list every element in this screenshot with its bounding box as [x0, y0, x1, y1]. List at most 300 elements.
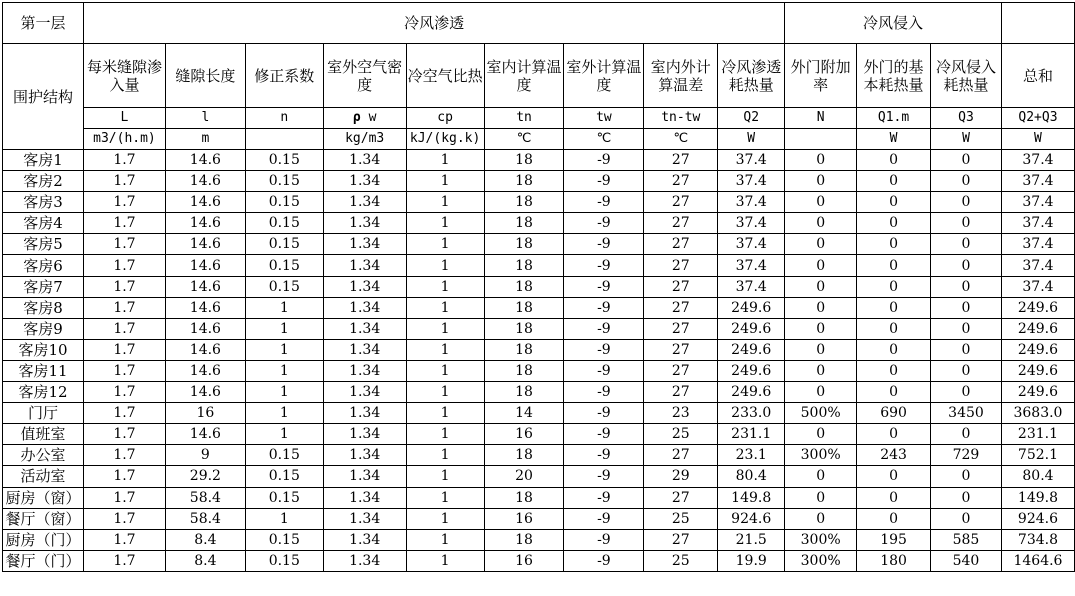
table-row	[3, 360, 1075, 381]
table-cell: 1.34	[323, 529, 406, 550]
table-cell: 0	[931, 213, 1002, 234]
table-cell: 0	[931, 339, 1002, 360]
row-name: 厨房（窗）	[3, 487, 84, 508]
table-cell: -9	[564, 297, 644, 318]
table-cell: 0	[785, 339, 857, 360]
table-cell: 1	[406, 171, 484, 192]
row-name: 客房9	[3, 318, 84, 339]
column-header-unit: ℃	[484, 129, 564, 150]
column-header-unit: kJ/(kg.k)	[406, 129, 484, 150]
table-row	[3, 255, 1075, 276]
table-row	[3, 192, 1075, 213]
table-cell: 0	[857, 297, 931, 318]
table-row	[3, 297, 1075, 318]
table-cell: 16	[484, 508, 564, 529]
table-cell: 0	[785, 213, 857, 234]
column-header-symbol: Q3	[931, 108, 1002, 129]
table-cell: 0	[785, 297, 857, 318]
table-cell: 14.6	[165, 276, 245, 297]
table-cell: 25	[644, 424, 718, 445]
table-cell: 300%	[785, 550, 857, 571]
table-cell: 27	[644, 382, 718, 403]
table-row	[3, 466, 1075, 487]
table-cell: 37.4	[1001, 255, 1074, 276]
table-cell: 14	[484, 403, 564, 424]
table-cell: -9	[564, 339, 644, 360]
table-cell: 1	[245, 360, 323, 381]
column-header-name: 总和	[1001, 44, 1074, 108]
table-cell: -9	[564, 550, 644, 571]
table-cell: 37.4	[718, 255, 785, 276]
table-cell: -9	[564, 466, 644, 487]
table-cell: 1	[245, 424, 323, 445]
table-cell: 1.7	[83, 466, 165, 487]
table-cell: 1	[245, 318, 323, 339]
table-cell: 0	[785, 171, 857, 192]
table-cell: 37.4	[718, 234, 785, 255]
table-cell: 1	[406, 192, 484, 213]
table-row	[3, 150, 1075, 171]
table-cell: 0	[931, 424, 1002, 445]
column-header-symbol: tn	[484, 108, 564, 129]
table-cell: 0	[931, 192, 1002, 213]
table-cell: 734.8	[1001, 529, 1074, 550]
table-cell: 37.4	[718, 150, 785, 171]
table-cell: -9	[564, 508, 644, 529]
table-cell: 1.34	[323, 382, 406, 403]
table-cell: 1.7	[83, 234, 165, 255]
table-cell: 14.6	[165, 213, 245, 234]
table-cell: 1.7	[83, 445, 165, 466]
table-cell: 1	[406, 150, 484, 171]
table-row	[3, 171, 1075, 192]
table-cell: 924.6	[1001, 508, 1074, 529]
table-cell: 1.7	[83, 255, 165, 276]
table-cell: 0	[857, 424, 931, 445]
table-cell: 9	[165, 445, 245, 466]
table-cell: -9	[564, 192, 644, 213]
column-header-name: 修正系数	[245, 44, 323, 108]
table-cell: 37.4	[718, 171, 785, 192]
table-cell: 1.34	[323, 424, 406, 445]
header-row-symbols	[3, 108, 1075, 129]
table-cell: 18	[484, 360, 564, 381]
table-cell: 249.6	[1001, 297, 1074, 318]
table-cell: -9	[564, 150, 644, 171]
table-cell: 0	[785, 192, 857, 213]
table-cell: 0	[785, 360, 857, 381]
table-cell: 1	[406, 318, 484, 339]
table-cell: 231.1	[1001, 424, 1074, 445]
table-cell: 1.34	[323, 487, 406, 508]
table-cell: 1.34	[323, 213, 406, 234]
table-cell: 18	[484, 382, 564, 403]
table-cell: 14.6	[165, 150, 245, 171]
row-name: 办公室	[3, 445, 84, 466]
table-cell: 18	[484, 487, 564, 508]
table-cell: 540	[931, 550, 1002, 571]
table-row	[3, 213, 1075, 234]
group-intrusion-header: 冷风侵入	[785, 3, 1002, 44]
table-cell: 27	[644, 529, 718, 550]
table-cell: 29	[644, 466, 718, 487]
table-cell: 0.15	[245, 171, 323, 192]
table-cell: 233.0	[718, 403, 785, 424]
header-row-groups	[3, 3, 1075, 44]
table-row	[3, 445, 1075, 466]
table-cell: 249.6	[1001, 382, 1074, 403]
table-cell: 0	[785, 424, 857, 445]
table-cell: 0	[857, 171, 931, 192]
row-name: 餐厅（窗）	[3, 508, 84, 529]
table-cell: 1.7	[83, 529, 165, 550]
row-name: 客房12	[3, 382, 84, 403]
table-cell: 16	[484, 424, 564, 445]
table-cell: 14.6	[165, 234, 245, 255]
table-cell: 0	[931, 234, 1002, 255]
table-cell: 1.7	[83, 276, 165, 297]
table-cell: 249.6	[1001, 318, 1074, 339]
group-infiltration-header: 冷风渗透	[83, 3, 784, 44]
table-cell: 23	[644, 403, 718, 424]
column-header-symbol: tw	[564, 108, 644, 129]
table-cell: 18	[484, 234, 564, 255]
table-row	[3, 234, 1075, 255]
table-cell: 25	[644, 550, 718, 571]
table-cell: 20	[484, 466, 564, 487]
table-cell: 1.7	[83, 192, 165, 213]
table-cell: 1.7	[83, 318, 165, 339]
table-cell: 1.34	[323, 508, 406, 529]
table-cell: 0	[785, 234, 857, 255]
table-cell: 14.6	[165, 171, 245, 192]
empty-header-cell	[1001, 3, 1074, 44]
table-cell: 1	[406, 234, 484, 255]
table-cell: 37.4	[718, 192, 785, 213]
table-cell: 27	[644, 150, 718, 171]
table-cell: 243	[857, 445, 931, 466]
table-cell: 1	[406, 550, 484, 571]
table-cell: -9	[564, 276, 644, 297]
table-row	[3, 550, 1075, 571]
table-row	[3, 508, 1075, 529]
table-row	[3, 382, 1075, 403]
table-cell: 1	[406, 466, 484, 487]
table-cell: 1.34	[323, 255, 406, 276]
table-cell: 0	[857, 466, 931, 487]
column-header-symbol: tn-tw	[644, 108, 718, 129]
table-cell: 3450	[931, 403, 1002, 424]
table-cell: -9	[564, 213, 644, 234]
table-cell: 0	[785, 150, 857, 171]
table-cell: 0	[785, 255, 857, 276]
table-cell: 0.15	[245, 150, 323, 171]
table-cell: 0.15	[245, 550, 323, 571]
table-cell: 1	[406, 529, 484, 550]
table-row	[3, 276, 1075, 297]
table-cell: -9	[564, 445, 644, 466]
table-cell: 1.34	[323, 360, 406, 381]
table-cell: 16	[484, 550, 564, 571]
table-cell: 300%	[785, 529, 857, 550]
table-cell: 18	[484, 150, 564, 171]
column-header-name: 室内外计算温差	[644, 44, 718, 108]
column-header-unit: W	[718, 129, 785, 150]
column-header-symbol: ρ w	[323, 108, 406, 129]
table-cell: 249.6	[718, 297, 785, 318]
table-cell: 1	[406, 339, 484, 360]
column-header-name: 室内计算温度	[484, 44, 564, 108]
table-cell: 0	[857, 234, 931, 255]
table-cell: 8.4	[165, 550, 245, 571]
table-row	[3, 403, 1075, 424]
table-cell: -9	[564, 360, 644, 381]
table-cell: 23.1	[718, 445, 785, 466]
table-cell: 18	[484, 171, 564, 192]
table-cell: 0.15	[245, 466, 323, 487]
column-header-name: 冷风渗透耗热量	[718, 44, 785, 108]
table-row	[3, 529, 1075, 550]
table-cell: 1	[406, 445, 484, 466]
table-cell: 0	[785, 318, 857, 339]
table-cell: -9	[564, 487, 644, 508]
table-cell: 8.4	[165, 529, 245, 550]
table-cell: 0	[931, 360, 1002, 381]
table-cell: 0	[931, 487, 1002, 508]
table-cell: -9	[564, 424, 644, 445]
table-cell: 58.4	[165, 508, 245, 529]
table-cell: 1	[406, 297, 484, 318]
header-row-units	[3, 129, 1075, 150]
row-name: 餐厅（门）	[3, 550, 84, 571]
table-cell: 0.15	[245, 529, 323, 550]
table-cell: 1.7	[83, 508, 165, 529]
table-cell: -9	[564, 234, 644, 255]
table-cell: 18	[484, 297, 564, 318]
table-cell: 0	[931, 171, 1002, 192]
table-cell: 1.7	[83, 171, 165, 192]
column-header-symbol: L	[83, 108, 165, 129]
table-cell: 37.4	[1001, 276, 1074, 297]
table-cell: -9	[564, 318, 644, 339]
column-header-unit: ℃	[564, 129, 644, 150]
column-header-symbol: l	[165, 108, 245, 129]
table-cell: 14.6	[165, 297, 245, 318]
column-header-unit: W	[931, 129, 1002, 150]
table-cell: 0	[857, 192, 931, 213]
table-cell: 1	[406, 382, 484, 403]
column-header-symbol: cp	[406, 108, 484, 129]
table-cell: 0	[857, 508, 931, 529]
table-cell: 1.34	[323, 318, 406, 339]
table-cell: 14.6	[165, 360, 245, 381]
column-header-symbol: Q2	[718, 108, 785, 129]
table-cell: 18	[484, 339, 564, 360]
table-cell: 27	[644, 171, 718, 192]
table-cell: 0	[931, 508, 1002, 529]
table-cell: 1	[406, 403, 484, 424]
table-cell: 1.7	[83, 360, 165, 381]
table-cell: 0.15	[245, 276, 323, 297]
column-header-name: 冷风侵入耗热量	[931, 44, 1002, 108]
table-cell: 27	[644, 487, 718, 508]
table-cell: 924.6	[718, 508, 785, 529]
table-cell: 18	[484, 318, 564, 339]
table-cell: 1.34	[323, 150, 406, 171]
table-cell: 14.6	[165, 339, 245, 360]
table-cell: 1	[406, 360, 484, 381]
table-row	[3, 487, 1075, 508]
column-header-unit: ℃	[644, 129, 718, 150]
table-cell: 80.4	[718, 466, 785, 487]
table-cell: 0	[857, 360, 931, 381]
layer-label: 第一层	[3, 3, 84, 44]
table-cell: 18	[484, 529, 564, 550]
table-cell: 80.4	[1001, 466, 1074, 487]
row-name: 客房10	[3, 339, 84, 360]
column-header-unit	[245, 129, 323, 150]
column-header-unit: m3/(h.m)	[83, 129, 165, 150]
table-cell: 0	[931, 382, 1002, 403]
table-cell: 249.6	[718, 318, 785, 339]
table-cell: 1464.6	[1001, 550, 1074, 571]
table-cell: 1.34	[323, 466, 406, 487]
table-cell: -9	[564, 255, 644, 276]
table-cell: 14.6	[165, 192, 245, 213]
row-name: 值班室	[3, 424, 84, 445]
table-cell: 1.34	[323, 192, 406, 213]
table-cell: 27	[644, 213, 718, 234]
table-cell: 249.6	[1001, 360, 1074, 381]
table-cell: 58.4	[165, 487, 245, 508]
table-cell: 249.6	[718, 339, 785, 360]
table-cell: 0	[785, 508, 857, 529]
table-cell: 1	[245, 297, 323, 318]
row-name: 厨房（门）	[3, 529, 84, 550]
table-cell: -9	[564, 382, 644, 403]
table-cell: 1.7	[83, 487, 165, 508]
table-cell: 18	[484, 192, 564, 213]
table-cell: 300%	[785, 445, 857, 466]
table-cell: 1.7	[83, 213, 165, 234]
table-cell: 195	[857, 529, 931, 550]
table-row	[3, 318, 1075, 339]
column-header-unit: W	[1001, 129, 1074, 150]
column-header-unit: m	[165, 129, 245, 150]
table-cell: 1	[245, 508, 323, 529]
column-header-unit: kg/m3	[323, 129, 406, 150]
table-cell: 1.34	[323, 403, 406, 424]
table-cell: 1.7	[83, 150, 165, 171]
table-cell: 1.34	[323, 297, 406, 318]
header-row-names	[3, 44, 1075, 108]
table-cell: 249.6	[1001, 339, 1074, 360]
table-cell: 19.9	[718, 550, 785, 571]
row-name: 客房4	[3, 213, 84, 234]
table-cell: 3683.0	[1001, 403, 1074, 424]
table-cell: -9	[564, 529, 644, 550]
table-cell: 1	[406, 508, 484, 529]
row-name: 客房5	[3, 234, 84, 255]
table-cell: -9	[564, 171, 644, 192]
table-cell: 0.15	[245, 487, 323, 508]
table-cell: 37.4	[1001, 192, 1074, 213]
table-cell: 1	[245, 403, 323, 424]
row-name: 活动室	[3, 466, 84, 487]
table-cell: 0	[785, 382, 857, 403]
table-cell: 14.6	[165, 382, 245, 403]
table-row	[3, 424, 1075, 445]
table-cell: 37.4	[718, 213, 785, 234]
table-cell: 249.6	[718, 360, 785, 381]
table-cell: 0	[931, 466, 1002, 487]
column-header-symbol: Q2+Q3	[1001, 108, 1074, 129]
table-cell: 18	[484, 276, 564, 297]
table-cell: 18	[484, 213, 564, 234]
table-cell: 0	[857, 213, 931, 234]
table-cell: 149.8	[718, 487, 785, 508]
row-name: 客房2	[3, 171, 84, 192]
column-header-name: 每米缝隙渗入量	[83, 44, 165, 108]
table-cell: 27	[644, 192, 718, 213]
table-cell: 1.7	[83, 403, 165, 424]
table-cell: 16	[165, 403, 245, 424]
table-cell: 1.34	[323, 445, 406, 466]
table-cell: 500%	[785, 403, 857, 424]
table-cell: 37.4	[1001, 150, 1074, 171]
row-name: 客房11	[3, 360, 84, 381]
table-cell: 0.15	[245, 192, 323, 213]
table-cell: 1.34	[323, 339, 406, 360]
table-cell: 1	[245, 339, 323, 360]
table-cell: 1	[406, 276, 484, 297]
table-cell: 585	[931, 529, 1002, 550]
table-cell: 752.1	[1001, 445, 1074, 466]
table-cell: 1	[406, 424, 484, 445]
column-header-name: 外门附加率	[785, 44, 857, 108]
table-cell: 27	[644, 297, 718, 318]
table-cell: 149.8	[1001, 487, 1074, 508]
table-cell: 1	[245, 382, 323, 403]
table-cell: 1.7	[83, 339, 165, 360]
table-cell: 0	[857, 255, 931, 276]
row-name: 客房3	[3, 192, 84, 213]
table-cell: 0.15	[245, 255, 323, 276]
table-cell: 0.15	[245, 234, 323, 255]
table-cell: 0	[857, 382, 931, 403]
table-cell: 1	[406, 255, 484, 276]
column-header-unit: W	[857, 129, 931, 150]
row-name: 客房1	[3, 150, 84, 171]
table-cell: 690	[857, 403, 931, 424]
row-name: 门厅	[3, 403, 84, 424]
table-cell: 27	[644, 255, 718, 276]
table-cell: 18	[484, 255, 564, 276]
table-cell: 1.34	[323, 171, 406, 192]
table-cell: 1	[406, 213, 484, 234]
table-cell: 1	[406, 487, 484, 508]
table-cell: 21.5	[718, 529, 785, 550]
table-cell: 0.15	[245, 213, 323, 234]
table-cell: 0	[931, 297, 1002, 318]
row-name: 客房7	[3, 276, 84, 297]
column-header-unit	[785, 129, 857, 150]
table-cell: 1.7	[83, 382, 165, 403]
table-cell: 29.2	[165, 466, 245, 487]
column-header-name: 室外计算温度	[564, 44, 644, 108]
row-header: 围护结构	[3, 44, 84, 150]
table-cell: 0	[931, 276, 1002, 297]
